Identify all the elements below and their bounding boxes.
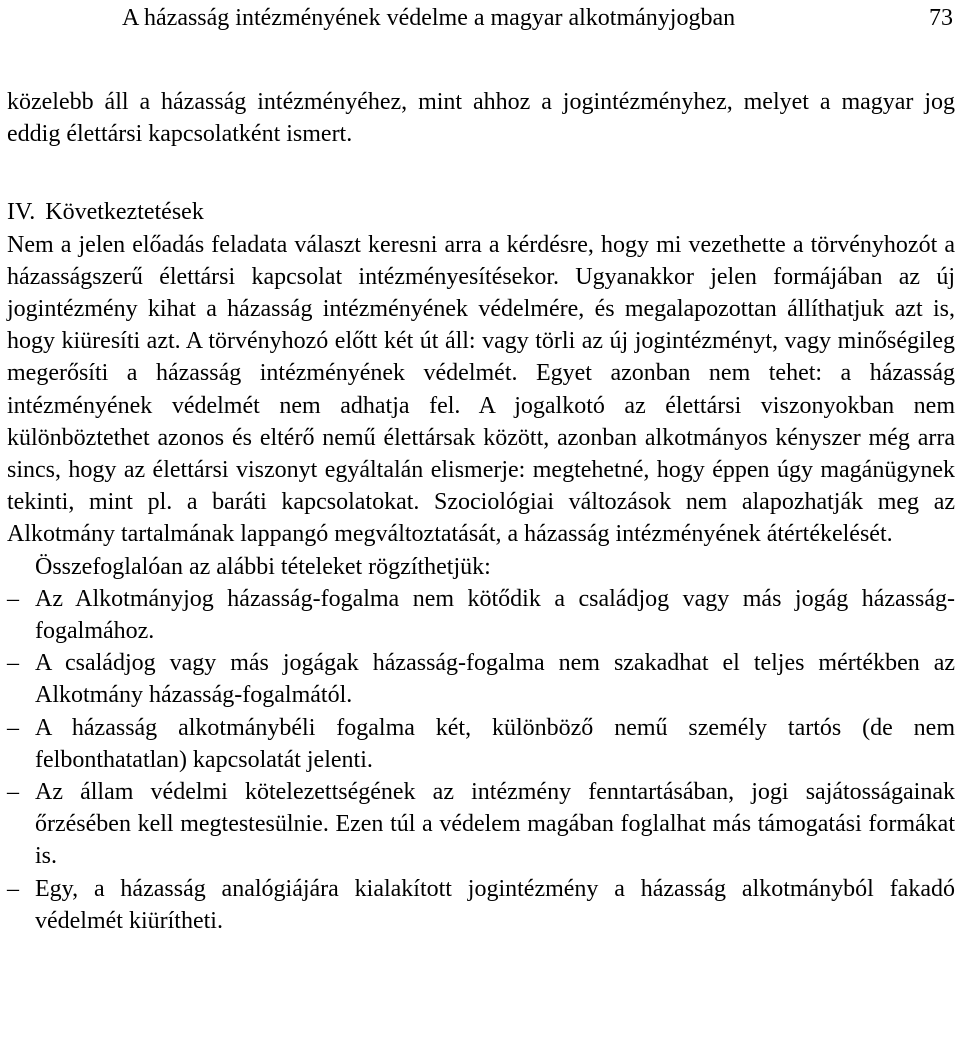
list-item: [7, 583, 955, 647]
list-item: [7, 776, 955, 873]
running-title: A házasság intézményének védelme a magyar alkotmányjogban: [122, 5, 736, 31]
intro-paragraph: közelebb áll a házasság intézményéhez, mint ahhoz a jogintézményhez, melyet a magyar jog eddig élettársi kapcsolatként ismert.: [7, 89, 955, 148]
theses-list: [7, 583, 955, 937]
section-heading: [7, 196, 955, 228]
list-item-text: A családjog vagy más jogágak házasság-fogalma nem szakadhat el teljes mértékben az Alkotmány házasság-fogalmától.: [35, 650, 955, 709]
summary-intro: Összefoglalóan az alábbi tételeket rögzíthetjük:: [35, 553, 491, 580]
list-item-text: Egy, a házasság analógiájára kialakított jogintézmény a házasság alkotmányból fakadó védelmét kiürítheti.: [35, 875, 955, 934]
section-title: Következtetések: [45, 199, 204, 226]
list-item: [7, 647, 955, 711]
list-item: [7, 712, 955, 776]
bullet-dash: –: [7, 875, 19, 902]
bullet-dash: –: [7, 650, 19, 677]
list-item: [7, 873, 955, 937]
list-item-text: Az Alkotmányjog házasság-fogalma nem kötődik a családjog vagy más jogág házasság-fogalmához.: [35, 585, 955, 645]
running-header: [7, 2, 955, 32]
list-item-text: Az állam védelmi kötelezettségének az intézmény fenntartásában, jogi sajátosságainak őrzésében kell megtestesülnie. Ezen túl a védelem magában foglalhat más támogatási formákat is.: [35, 779, 955, 870]
page-number: 73: [929, 5, 953, 31]
bullet-dash: –: [7, 714, 19, 741]
section-numeral: IV.: [7, 199, 36, 226]
list-item-text: A házasság alkotmánybéli fogalma két, különböző nemű személy tartós (de nem felbonthatatlan) kapcsolatát jelenti.: [35, 714, 955, 773]
bullet-dash: –: [7, 779, 19, 806]
main-paragraph: Nem a jelen előadás feladata választ keresni arra a kérdésre, hogy mi vezethette a törvényhozót a házasságszerű élettársi kapcsolat intézményesítésekor. Ugyanakkor jelen formájában az új jogintézmény kihat a házasság intézményének védelmére, és megalapozottan állíthatjuk azt is, hogy kiüresíti azt. A törvényhozó előtt két út áll: vagy törli az új jogintézményt, vagy minőségileg megerősíti a házasság intézményének védelmét. Egyet azonban nem tehet: a házasság intézményének védelmét nem adhatja fel. A jogalkotó az élettársi viszonyokban nem különböztethet azonos és eltérő nemű élettársak között, azonban alkotmányos kényszer még arra sincs, hogy az élettársi viszonyt egyáltalán elismerje: megtehetné, hogy éppen úgy magánügynek tekinti, mint pl. a baráti kapcsolatokat. Szociológiai változások nem alapozhatják meg az Alkotmány tartalmának lappangó megváltoztatását, a házasság intézményének átértékelését.: [7, 231, 955, 548]
document-page: [7, 0, 955, 937]
bullet-dash: –: [7, 585, 19, 612]
